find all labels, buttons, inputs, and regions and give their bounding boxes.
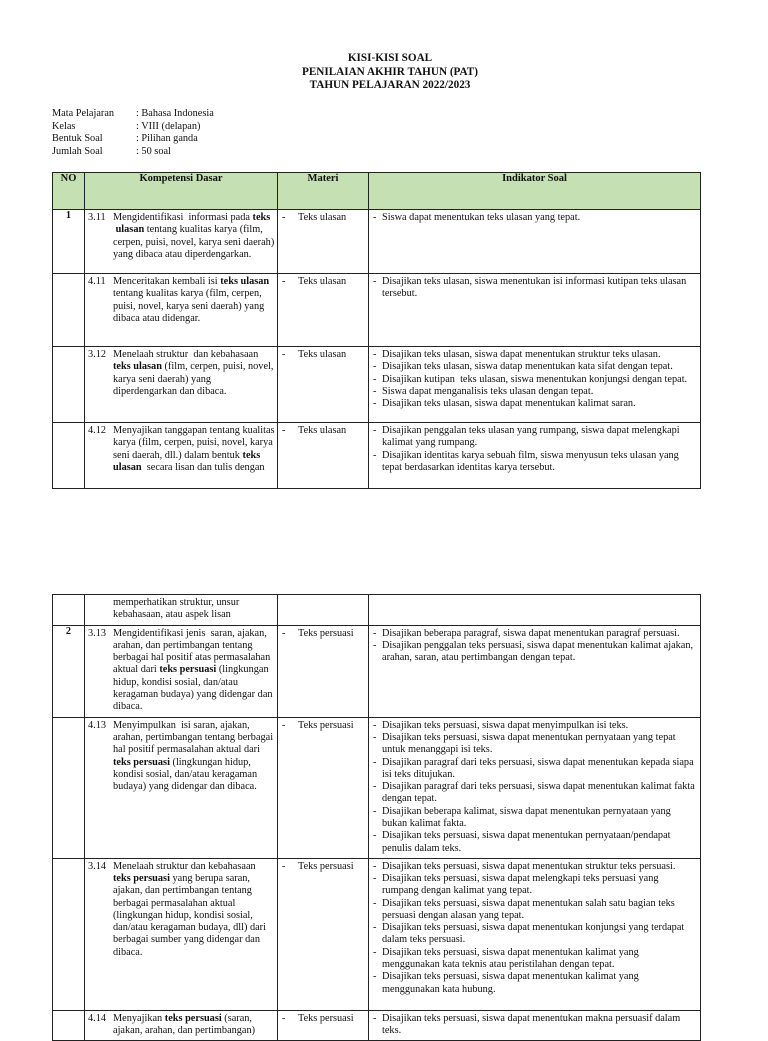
header-kompetensi-dasar: Kompetensi Dasar bbox=[85, 173, 278, 210]
materi bbox=[278, 718, 368, 732]
materi-dash: - bbox=[282, 627, 286, 639]
indikator-list bbox=[369, 274, 700, 303]
materi bbox=[278, 274, 368, 288]
indikator-cell bbox=[369, 625, 701, 717]
indikator-text: Disajikan teks persuasi, siswa dapat menentukan pernyataan yang tepat untuk menanggapi isi teks. bbox=[382, 731, 676, 756]
kompetensi-dasar bbox=[85, 423, 277, 477]
indikator-dash: - bbox=[373, 830, 377, 842]
indikator-text: Disajikan penggalan teks persuasi, siswa dapat menentukan kalimat ajakan, arahan, saran, atau pertimbangan dengan tepat. bbox=[382, 639, 694, 664]
indikator-text: Disajikan beberapa paragraf, siswa dapat menentukan paragraf persuasi. bbox=[382, 627, 680, 639]
indikator-text: Disajikan teks ulasan, siswa dapat menentukan kalimat saran. bbox=[382, 398, 636, 410]
indikator-item bbox=[373, 450, 696, 475]
materi-text: Teks ulasan bbox=[298, 425, 347, 436]
indikator-cell bbox=[369, 595, 701, 626]
kompetensi-dasar bbox=[85, 718, 277, 797]
materi bbox=[278, 210, 368, 224]
kd-cell bbox=[85, 717, 278, 858]
materi-cell bbox=[278, 595, 369, 626]
indikator-item bbox=[373, 861, 696, 873]
kd-code: 3.12 bbox=[88, 349, 107, 360]
kd-cell bbox=[85, 210, 278, 274]
indikator-text: Disajikan paragraf dari teks persuasi, siswa dapat menentukan kepada siapa isi teks ditujukan. bbox=[382, 756, 694, 780]
materi-cell bbox=[278, 858, 369, 1010]
kd-cell bbox=[85, 858, 278, 1010]
indikator-item bbox=[373, 349, 696, 361]
indikator-dash: - bbox=[373, 731, 377, 743]
indikator-list bbox=[369, 210, 700, 226]
indikator-text: Disajikan beberapa kalimat, siswa dapat menentukan pernyataan yang bukan kalimat fakta. bbox=[382, 805, 671, 830]
indikator-text: Disajikan teks ulasan, siswa dapat menentukan struktur teks ulasan. bbox=[382, 349, 661, 360]
kd-code: 4.11 bbox=[88, 276, 106, 287]
indikator-dash: - bbox=[373, 627, 377, 639]
indikator-dash: - bbox=[373, 385, 377, 397]
indikator-list bbox=[369, 423, 700, 476]
materi-dash: - bbox=[282, 349, 286, 360]
indikator-cell bbox=[369, 423, 701, 489]
indikator-dash: - bbox=[373, 860, 377, 872]
materi-text: Teks ulasan bbox=[298, 212, 347, 223]
indikator-dash: - bbox=[373, 425, 377, 436]
indikator-cell bbox=[369, 858, 701, 1010]
indikator-item bbox=[373, 898, 696, 923]
indikator-text: Disajikan teks persuasi, siswa dapat menentukan salah satu bagian teks persuasi dengan alasan yang tepat. bbox=[382, 897, 675, 921]
indikator-text: Disajikan teks persuasi, siswa dapat menentukan kalimat yang menggunakan kata hubung. bbox=[382, 971, 639, 995]
indikator-text: Siswa dapat menentukan teks ulasan yang tepat. bbox=[382, 212, 581, 223]
indikator-dash: - bbox=[373, 361, 377, 373]
title-line-2: PENILAIAN AKHIR TAHUN (PAT) bbox=[301, 65, 478, 78]
kompetensi-dasar bbox=[85, 347, 277, 401]
kd-code: 3.11 bbox=[88, 212, 106, 223]
indikator-cell bbox=[369, 717, 701, 858]
materi-dash: - bbox=[282, 860, 286, 872]
materi bbox=[278, 347, 368, 361]
indikator-item bbox=[373, 971, 696, 996]
materi-dash: - bbox=[282, 719, 286, 731]
materi-text: Teks persuasi bbox=[298, 719, 354, 731]
info-row bbox=[52, 121, 214, 134]
indikator-dash: - bbox=[373, 212, 377, 223]
info-value: : VIII (delapan) bbox=[136, 120, 201, 132]
materi-cell bbox=[278, 717, 369, 858]
kd-code: 4.14 bbox=[88, 1012, 107, 1024]
indikator-item bbox=[373, 830, 696, 855]
no-cell bbox=[53, 595, 85, 626]
indikator-list bbox=[369, 859, 700, 998]
table-row bbox=[53, 717, 701, 858]
materi-cell bbox=[278, 423, 369, 489]
indikator-dash: - bbox=[373, 971, 377, 983]
info-row bbox=[52, 146, 214, 159]
indikator-dash: - bbox=[373, 373, 377, 385]
materi-dash: - bbox=[282, 276, 286, 287]
kd-code: 4.12 bbox=[88, 425, 107, 436]
indikator-dash: - bbox=[373, 922, 377, 934]
kd-code: 3.13 bbox=[88, 627, 107, 639]
indikator-text: Disajikan penggalan teks ulasan yang rumpang, siswa dapat melengkapi kalimat yang rumpang. bbox=[382, 425, 680, 449]
indikator-item bbox=[373, 361, 696, 373]
table-row bbox=[53, 423, 701, 489]
kd-code: 4.13 bbox=[88, 719, 107, 731]
indikator-dash: - bbox=[373, 398, 377, 410]
kd-code: 3.14 bbox=[88, 860, 107, 872]
indikator-item bbox=[373, 640, 696, 665]
info-row bbox=[52, 133, 214, 146]
materi bbox=[278, 1011, 368, 1025]
materi-text: Teks ulasan bbox=[298, 349, 347, 360]
kd-cell bbox=[85, 347, 278, 423]
indikator-item bbox=[373, 628, 696, 640]
header-indikator-soal: Indikator Soal bbox=[369, 173, 701, 210]
kompetensi-dasar bbox=[85, 859, 277, 962]
indikator-dash: - bbox=[373, 449, 377, 461]
indikator-dash: - bbox=[373, 349, 377, 360]
kd-text: Menceritakan kembali isi teks ulasan tentang kualitas karya (film, cerpen, puisi, novel, karya seni daerah) yang dibaca atau didengar. bbox=[113, 276, 270, 324]
info-label: Mata Pelajaran bbox=[52, 108, 115, 119]
materi-text: Teks persuasi bbox=[298, 1012, 354, 1024]
kompetensi-dasar bbox=[85, 274, 277, 328]
indikator-dash: - bbox=[373, 276, 377, 287]
indikator-text: Disajikan teks persuasi, siswa dapat menentukan struktur teks persuasi. bbox=[382, 860, 676, 872]
kompetensi-dasar bbox=[85, 626, 277, 717]
indikator-dash: - bbox=[373, 805, 377, 817]
indikator-list bbox=[369, 626, 700, 667]
materi-cell bbox=[278, 210, 369, 274]
indikator-cell bbox=[369, 1010, 701, 1041]
no-cell bbox=[53, 274, 85, 347]
materi-cell bbox=[278, 625, 369, 717]
header-materi: Materi bbox=[278, 173, 369, 210]
table-row bbox=[53, 858, 701, 1010]
info-value: : Pilihan ganda bbox=[136, 133, 198, 144]
materi-dash: - bbox=[282, 212, 286, 223]
indikator-item bbox=[373, 873, 696, 898]
materi-dash: - bbox=[282, 1012, 286, 1024]
kompetensi-dasar bbox=[85, 1011, 277, 1041]
indikator-item bbox=[373, 1013, 696, 1038]
kd-text: Mengidentifikasi informasi pada teks ulasan tentang kualitas karya (film, cerpen, puisi, novel, karya seni daerah) yang dibaca atau diperdengarkan. bbox=[113, 212, 275, 260]
indikator-text: Siswa dapat menganalisis teks ulasan dengan tepat. bbox=[382, 385, 594, 397]
indikator-text: Disajikan teks ulasan, siswa menentukan isi informasi kutipan teks ulasan tersebut. bbox=[382, 276, 687, 300]
indikator-text: Disajikan paragraf dari teks persuasi, siswa dapat menentukan kalimat fakta dengan tepat. bbox=[382, 781, 695, 805]
materi-cell bbox=[278, 274, 369, 347]
title-line-3: TAHUN PELAJARAN 2022/2023 bbox=[309, 79, 471, 92]
kd-text: Menyimpulkan isi saran, ajakan, arahan, pertimbangan tentang berbagai hal positif permasalahan aktual dari teks persuasi (lingkungan hidup, kondisi sosial, dan/atau keragaman budaya) yang didengar dan dibaca. bbox=[113, 719, 274, 793]
indikator-cell bbox=[369, 347, 701, 423]
indikator-item bbox=[373, 425, 696, 450]
indikator-list bbox=[369, 347, 700, 412]
indikator-item bbox=[373, 212, 696, 224]
indikator-item bbox=[373, 276, 696, 301]
indikator-text: Disajikan teks persuasi, siswa dapat menentukan kalimat yang menggunakan kata teknis atau peristilahan dengan tepat. bbox=[382, 946, 639, 971]
materi bbox=[278, 626, 368, 640]
no-cell bbox=[53, 347, 85, 423]
indikator-text: Disajikan teks persuasi, siswa dapat menentukan makna persuasif dalam teks. bbox=[382, 1012, 681, 1036]
table-row bbox=[53, 347, 701, 423]
indikator-cell bbox=[369, 274, 701, 347]
indikator-dash: - bbox=[373, 719, 377, 731]
no-cell bbox=[53, 423, 85, 489]
indikator-dash: - bbox=[373, 756, 377, 768]
indikator-item bbox=[373, 781, 696, 806]
materi-cell bbox=[278, 347, 369, 423]
document-info bbox=[52, 108, 214, 158]
table-row bbox=[53, 274, 701, 347]
indikator-list bbox=[369, 718, 700, 857]
info-label: Bentuk Soal bbox=[52, 133, 103, 144]
indikator-dash: - bbox=[373, 1012, 377, 1024]
indikator-text: Disajikan teks persuasi, siswa dapat menentukan pernyataan/pendapat penulis dalam teks. bbox=[382, 830, 671, 854]
indikator-dash: - bbox=[373, 872, 377, 884]
indikator-item bbox=[373, 398, 696, 410]
indikator-dash: - bbox=[373, 946, 377, 958]
no-cell: 2 bbox=[53, 625, 85, 717]
kd-cell bbox=[85, 274, 278, 347]
indikator-text: Disajikan teks ulasan, siswa datap menentukan kata sifat dengan tepat. bbox=[382, 361, 673, 373]
materi bbox=[278, 423, 368, 437]
document-title bbox=[0, 52, 768, 93]
indikator-item bbox=[373, 947, 696, 972]
kd-cell bbox=[85, 423, 278, 489]
indikator-item bbox=[373, 922, 696, 947]
indikator-item bbox=[373, 386, 696, 398]
materi-cell bbox=[278, 1010, 369, 1041]
title-line-1: KISI-KISI SOAL bbox=[347, 52, 433, 64]
table-row bbox=[53, 595, 701, 626]
info-label: Kelas bbox=[52, 120, 76, 132]
kd-cell bbox=[85, 1010, 278, 1041]
materi-text: Teks ulasan bbox=[298, 276, 347, 287]
indikator-text: Disajikan teks persuasi, siswa dapat melengkapi teks persuasi yang rumpang dengan kalimat yang tepat. bbox=[382, 872, 659, 897]
kd-cell bbox=[85, 625, 278, 717]
kompetensi-dasar bbox=[85, 210, 277, 264]
kd-text: Menelaah struktur dan kebahasaan teks persuasi yang berupa saran, ajakan, dan pertimbangan tentang berbagai permasalahan aktual (lingkungan hidup, kondisi sosial, dan/atau keragaman budaya, dll) dari berbagai sumber yang didengar dan dibaca. bbox=[113, 860, 266, 958]
indikator-dash: - bbox=[373, 639, 377, 651]
no-cell bbox=[53, 858, 85, 1010]
kd-text: Mengidentifikasi jenis saran, ajakan, arahan, dan pertimbangan tentang berbagai hal positif atas permasalahan aktual dari teks persuasi (lingkungan hidup, kondisi sosial, dan/atau keragaman budaya) yang didengar dan dibaca. bbox=[113, 627, 273, 713]
indikator-item bbox=[373, 806, 696, 831]
no-cell: 1 bbox=[53, 210, 85, 274]
indikator-item bbox=[373, 720, 696, 732]
materi-text: Teks persuasi bbox=[298, 860, 354, 872]
table-row bbox=[53, 625, 701, 717]
indikator-dash: - bbox=[373, 897, 377, 909]
no-cell bbox=[53, 1010, 85, 1041]
indikator-item bbox=[373, 374, 696, 386]
kd-text: Menyajikan tanggapan tentang kualitas karya (film, cerpen, puisi, novel, karya seni daerah, dll.) dalam bentuk teks ulasan secara lisan dan tulis dengan bbox=[113, 425, 275, 473]
indikator-list bbox=[369, 1011, 700, 1040]
indikator-dash: - bbox=[373, 781, 377, 793]
indikator-text: Disajikan teks persuasi, siswa dapat menentukan konjungsi yang terdapat dalam teks persuasi. bbox=[382, 922, 685, 946]
no-cell bbox=[53, 717, 85, 858]
indikator-item bbox=[373, 732, 696, 757]
indikator-cell bbox=[369, 210, 701, 274]
kisi-kisi-table-page-1 bbox=[52, 172, 701, 489]
indikator-item bbox=[373, 757, 696, 782]
indikator-text: Disajikan teks persuasi, siswa dapat menyimpulkan isi teks. bbox=[382, 719, 629, 731]
materi bbox=[278, 859, 368, 873]
kisi-kisi-table-page-2 bbox=[52, 594, 701, 1041]
header-no: NO bbox=[53, 173, 85, 210]
kd-cell bbox=[85, 595, 278, 626]
kd-text: Menyajikan teks persuasi (saran, ajakan, arahan, dan pertimbangan) bbox=[113, 1012, 256, 1036]
kd-text: Menelaah struktur dan kebahasaan teks ulasan (film, cerpen, puisi, novel, karya seni daerah) yang diperdengarkan dan dibaca. bbox=[113, 349, 274, 397]
info-label: Jumlah Soal bbox=[52, 145, 103, 157]
kd-continuation-text: memperhatikan struktur, unsur kebahasaan, atau aspek lisan bbox=[113, 597, 240, 621]
indikator-text: Disajikan identitas karya sebuah film, siswa menyusun teks ulasan yang tepat berdasarkan identitas karya tersebut. bbox=[382, 449, 679, 473]
table-row bbox=[53, 210, 701, 274]
info-row bbox=[52, 108, 214, 121]
materi-dash: - bbox=[282, 425, 286, 436]
indikator-text: Disajikan kutipan teks ulasan, siswa menentukan konjungsi dengan tepat. bbox=[382, 373, 688, 385]
info-value: : 50 soal bbox=[136, 145, 171, 157]
info-value: : Bahasa Indonesia bbox=[136, 108, 214, 119]
table-row bbox=[53, 1010, 701, 1041]
materi-text: Teks persuasi bbox=[298, 627, 354, 639]
